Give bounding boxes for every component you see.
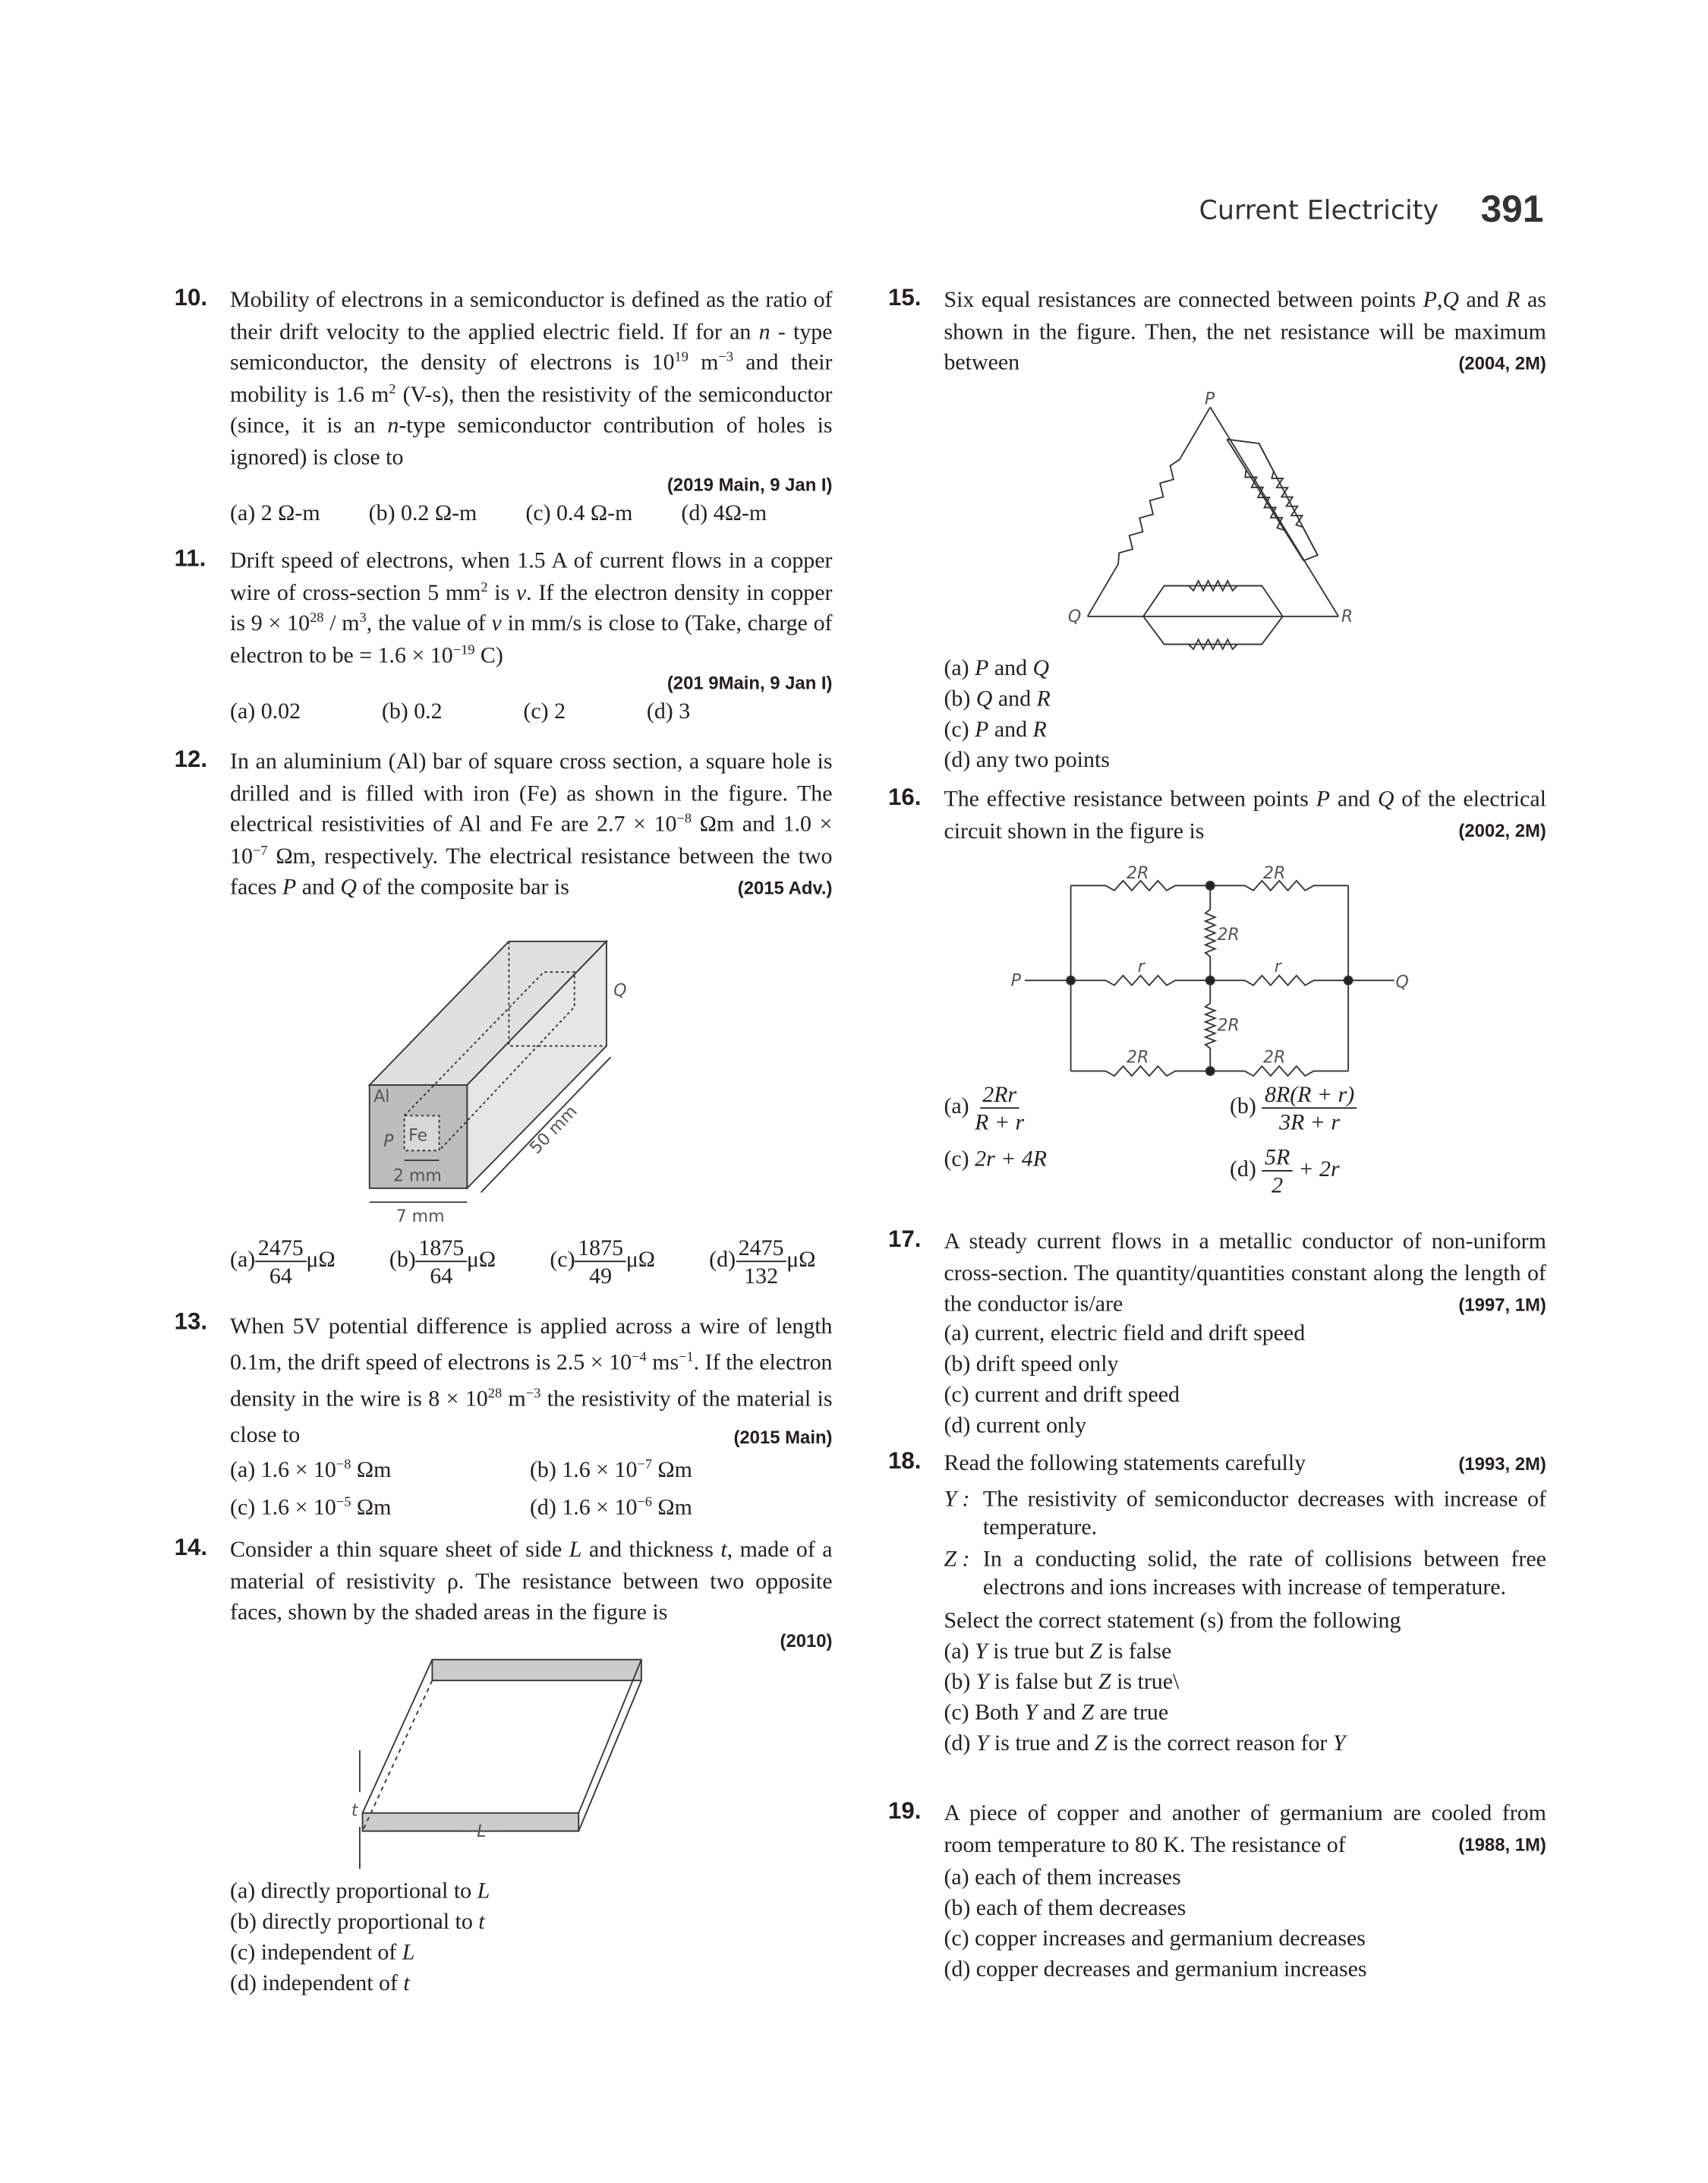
junction bbox=[1206, 976, 1215, 985]
italic-symbol: Z bbox=[1094, 1729, 1108, 1756]
question-text bbox=[230, 285, 832, 473]
point-Q: Q bbox=[1395, 973, 1409, 992]
question-16 bbox=[888, 784, 1546, 844]
options bbox=[230, 1450, 832, 1525]
option-a[interactable]: (a) $\frac{2475}{64}$ μΩ bbox=[230, 1234, 336, 1289]
superscript: −1 bbox=[679, 1349, 694, 1366]
text: as shown in the figure. Then, the net resistance will be maximum between bbox=[944, 285, 1546, 376]
option-d[interactable]: (d) $\frac{2475}{132}$ μΩ bbox=[709, 1234, 816, 1289]
italic-symbol: Z bbox=[1098, 1667, 1111, 1695]
question-18 bbox=[888, 1447, 1546, 1759]
italic-symbol: Y bbox=[1332, 1729, 1346, 1756]
resistor-label: 2R bbox=[1217, 1016, 1240, 1036]
question-19 bbox=[888, 1798, 1546, 1985]
text: (a) 1.6 × 10 bbox=[230, 1456, 336, 1483]
wire bbox=[1088, 585, 1339, 644]
superscript: 3 bbox=[359, 610, 367, 626]
chapter-title: Current Electricity bbox=[1199, 195, 1439, 226]
superscript: −8 bbox=[676, 811, 692, 828]
text: (V-s), then the resistivity of the semiconductor (since, it is an bbox=[230, 380, 833, 438]
text: Ωm bbox=[351, 1494, 392, 1521]
exam-source: (1988, 1M) bbox=[1458, 1834, 1546, 1855]
text: (d) 1.6 × 10 bbox=[529, 1494, 638, 1521]
shaded-face-bottom bbox=[363, 1813, 579, 1831]
junction bbox=[1206, 1067, 1215, 1075]
option-c[interactable] bbox=[944, 1923, 1546, 1954]
text: is the correct reason for bbox=[1107, 1729, 1333, 1756]
option-d[interactable] bbox=[944, 745, 1546, 775]
superscript: −3 bbox=[718, 350, 734, 366]
exam-source: (2004, 2M) bbox=[1458, 352, 1546, 374]
point-Q: Q bbox=[1067, 607, 1082, 627]
text: is true\ bbox=[1111, 1667, 1180, 1695]
option-a[interactable]: (a) 0.02 bbox=[230, 697, 301, 724]
italic-symbol: Q bbox=[1442, 285, 1459, 313]
option-a[interactable] bbox=[944, 1862, 1546, 1892]
text: and thickness bbox=[581, 1535, 721, 1563]
option-b[interactable] bbox=[944, 683, 1546, 714]
exam-source: (2015 Adv.) bbox=[737, 876, 833, 897]
option-d[interactable] bbox=[944, 1409, 1546, 1440]
resistor-label: r bbox=[1274, 957, 1281, 977]
italic-symbol: Y bbox=[1024, 1699, 1038, 1725]
superscript: −7 bbox=[637, 1457, 652, 1473]
t-label: t bbox=[351, 1801, 358, 1821]
italic-symbol: Q bbox=[340, 872, 357, 900]
junction bbox=[1206, 882, 1215, 890]
text: and their mobility is 1.6 m bbox=[230, 349, 833, 407]
exam-source: (1993, 2M) bbox=[1458, 1452, 1546, 1474]
text: , the value of bbox=[366, 609, 492, 636]
text: (b) bbox=[944, 684, 976, 711]
exam-source: (1997, 1M) bbox=[1458, 1293, 1546, 1315]
question-text bbox=[230, 1534, 832, 1628]
al-label: Al bbox=[373, 1087, 390, 1106]
option-c[interactable]: (c) 2 bbox=[523, 697, 566, 724]
text: (d) copper decreases and germanium increases bbox=[944, 1955, 1367, 1982]
option-d[interactable] bbox=[944, 1728, 1546, 1759]
text: . If the electron density in copper is 9 × 10 bbox=[230, 578, 833, 636]
text: (d) independent of bbox=[230, 1969, 404, 1996]
question-14 bbox=[175, 1534, 833, 1653]
italic-symbol: v bbox=[515, 578, 527, 605]
options bbox=[944, 1080, 1546, 1197]
text: Mobility of electrons in a semiconductor is defined as the ratio of their drift velocity to the applied electric field. If for an bbox=[230, 285, 833, 344]
text: (c) independent of bbox=[230, 1939, 402, 1965]
text: (b) each of them decreases bbox=[944, 1894, 1186, 1921]
text: and bbox=[1458, 285, 1507, 313]
question-13 bbox=[175, 1308, 833, 1526]
q14-sheet-figure bbox=[360, 1660, 641, 1869]
text: and bbox=[1037, 1699, 1082, 1725]
option-c[interactable] bbox=[944, 714, 1546, 744]
question-10 bbox=[175, 285, 833, 528]
option-b[interactable] bbox=[530, 1450, 830, 1488]
question-16-options bbox=[888, 1080, 1546, 1197]
text: Ωm and 1.0 × 10 bbox=[230, 810, 833, 869]
option-b[interactable]: (b) 0.2 bbox=[381, 697, 443, 724]
italic-symbol: R bbox=[1032, 715, 1047, 743]
superscript: 28 bbox=[310, 610, 324, 626]
question-15-options bbox=[888, 653, 1546, 776]
prompt: Select the correct statement (s) from the following bbox=[944, 1605, 1401, 1633]
superscript: −3 bbox=[525, 1386, 541, 1402]
superscript: −7 bbox=[252, 843, 268, 859]
option-b[interactable]: (b) $\frac{1875}{64}$ μΩ bbox=[389, 1234, 496, 1289]
italic-symbol: L bbox=[569, 1535, 582, 1563]
resistor-label: r bbox=[1137, 957, 1145, 977]
options bbox=[944, 1317, 1546, 1440]
text: , bbox=[1436, 285, 1443, 313]
text: m bbox=[688, 349, 719, 376]
option-a[interactable] bbox=[944, 1636, 1546, 1666]
junction bbox=[1344, 976, 1353, 985]
statement-Y: Y : The resistivity of semiconductor decreases with increase of temperature. bbox=[944, 1484, 1546, 1539]
text: , made of a material of resistivity ρ. The resistance between two opposite faces, shown by the shaded areas in the figure is bbox=[230, 1535, 833, 1625]
text: and bbox=[988, 715, 1033, 743]
option-b[interactable] bbox=[944, 1892, 1546, 1923]
point-R: R bbox=[1341, 607, 1353, 627]
text: (a) directly proportional to bbox=[230, 1877, 477, 1904]
option-a[interactable] bbox=[230, 1875, 832, 1906]
options bbox=[944, 1636, 1546, 1759]
question-14-options bbox=[175, 1875, 833, 1998]
option-d[interactable] bbox=[230, 1968, 832, 1998]
superscript: −6 bbox=[637, 1494, 652, 1511]
superscript: −19 bbox=[452, 642, 475, 658]
text: (d) bbox=[944, 1729, 976, 1756]
statement-Z: Z : In a conducting solid, the rate of collisions between free electrons and ions increases with increase of temperature. bbox=[944, 1544, 1546, 1599]
options bbox=[230, 1875, 832, 1998]
options bbox=[230, 1234, 815, 1289]
question-number: 16. bbox=[887, 784, 922, 811]
question-number: 15. bbox=[887, 284, 922, 311]
q12-bar-figure bbox=[370, 942, 611, 1202]
exam-source: (2010) bbox=[780, 1629, 833, 1651]
question-12 bbox=[175, 746, 833, 901]
option-c[interactable]: (c) 2r + 4R bbox=[944, 1144, 1048, 1172]
text: (d) current only bbox=[944, 1410, 1087, 1437]
question-number: 19. bbox=[887, 1797, 922, 1825]
option-a[interactable] bbox=[944, 653, 1546, 683]
resistor bbox=[1071, 1066, 1211, 1076]
text: of the composite bar is bbox=[356, 872, 569, 900]
italic-symbol: n bbox=[387, 411, 399, 438]
option-b[interactable]: (b) 0.2 Ω-m bbox=[368, 499, 477, 526]
superscript: 2 bbox=[389, 381, 396, 397]
question-number: 12. bbox=[174, 746, 208, 773]
text: C) bbox=[474, 640, 503, 667]
text: is false but bbox=[988, 1667, 1098, 1695]
superscript: 2 bbox=[481, 579, 488, 595]
italic-symbol: L bbox=[402, 1939, 415, 1965]
text: - type semiconductor, the density of electrons is 10 bbox=[230, 317, 833, 376]
text: Consider a thin square sheet of side bbox=[230, 1535, 569, 1563]
q15-triangle-circuit bbox=[1088, 407, 1339, 649]
text: A piece of copper and another of germanium are cooled from room temperature to 80 K. The resistance of bbox=[944, 1799, 1546, 1857]
text: (b) drift speed only bbox=[944, 1349, 1119, 1376]
text: are true bbox=[1094, 1699, 1169, 1725]
text: (b) 1.6 × 10 bbox=[529, 1456, 638, 1483]
option-a[interactable] bbox=[230, 1450, 530, 1488]
text: and bbox=[1330, 785, 1378, 812]
italic-symbol: P bbox=[282, 872, 297, 900]
option-b[interactable] bbox=[944, 1667, 1546, 1697]
question-number: 17. bbox=[887, 1226, 922, 1253]
exam-source: (2002, 2M) bbox=[1458, 819, 1546, 841]
question-number: 18. bbox=[887, 1447, 922, 1475]
superscript: 28 bbox=[487, 1386, 503, 1402]
text: (a) bbox=[944, 654, 975, 681]
question-11 bbox=[175, 545, 833, 727]
option-d[interactable]: (d) 3 bbox=[646, 697, 691, 724]
point-P: P bbox=[1010, 971, 1021, 991]
width-label: 7 mm bbox=[395, 1207, 445, 1226]
italic-symbol: n bbox=[758, 317, 770, 344]
resistor bbox=[1205, 885, 1215, 980]
text: in mm/s is close to (Take, charge of electron to be = 1.6 × 10 bbox=[230, 609, 833, 667]
options bbox=[230, 696, 690, 727]
text: the resistivity of the material is close to bbox=[230, 1384, 833, 1448]
superscript: −8 bbox=[336, 1457, 351, 1473]
option-a[interactable]: (a) $\frac{2Rr}{R + r}$ bbox=[944, 1080, 1025, 1136]
italic-symbol: v bbox=[491, 609, 502, 636]
option-a[interactable]: (a) 2 Ω-m bbox=[230, 499, 320, 526]
options bbox=[944, 653, 1546, 776]
text: Drift speed of electrons, when 1.5 A of current flows in a copper wire of cross-section 5 mm bbox=[230, 546, 833, 605]
resistor-label: 2R bbox=[1263, 1048, 1286, 1068]
superscript: −5 bbox=[336, 1494, 351, 1511]
L-label: L bbox=[477, 1822, 487, 1841]
option-c[interactable] bbox=[944, 1379, 1546, 1409]
question-number: 14. bbox=[174, 1534, 208, 1561]
resistor bbox=[1071, 976, 1211, 986]
text: Ωm bbox=[651, 1456, 692, 1483]
option-d[interactable]: (d) 4Ω-m bbox=[681, 499, 767, 526]
junction bbox=[1067, 976, 1075, 985]
question-text bbox=[230, 545, 832, 670]
resistor bbox=[1205, 980, 1215, 1071]
text: Six equal resistances are connected between points bbox=[944, 285, 1423, 313]
italic-symbol: P bbox=[975, 715, 989, 743]
italic-symbol: L bbox=[477, 1877, 490, 1904]
resistor-label: 2R bbox=[1127, 864, 1149, 884]
hole-size-label: 2 mm bbox=[392, 1166, 442, 1186]
shaded-face-top bbox=[432, 1660, 641, 1681]
text: / m bbox=[323, 609, 360, 636]
text: -type semiconductor contribution of holes is ignored) is close to bbox=[230, 411, 833, 470]
exam-source: (201 9Main, 9 Jan I) bbox=[666, 672, 833, 693]
q-label: Q bbox=[613, 981, 627, 1001]
text: (b) bbox=[944, 1667, 976, 1695]
question-number: 10. bbox=[174, 284, 208, 311]
question-number: 13. bbox=[174, 1308, 208, 1335]
options bbox=[230, 498, 767, 528]
italic-symbol: R bbox=[1506, 285, 1520, 313]
option-d[interactable] bbox=[530, 1488, 830, 1526]
resistor-label: 2R bbox=[1217, 925, 1240, 945]
resistor bbox=[1210, 976, 1348, 986]
italic-symbol: Q bbox=[1032, 654, 1050, 681]
page-number: 391 bbox=[1480, 188, 1544, 231]
text: (b) directly proportional to bbox=[230, 1907, 479, 1935]
exam-source: (2015 Main) bbox=[733, 1426, 833, 1448]
text: Read the following statements carefully bbox=[944, 1449, 1306, 1476]
text: (a) bbox=[944, 1637, 975, 1664]
italic-symbol: R bbox=[1036, 684, 1051, 711]
text: . If the electron density in the wire is 8 × 10 bbox=[230, 1349, 833, 1412]
text: is bbox=[487, 578, 516, 605]
text: (c) current and drift speed bbox=[944, 1380, 1180, 1407]
question-12-options bbox=[175, 1234, 833, 1289]
option-d[interactable] bbox=[944, 1954, 1546, 1984]
text: In an aluminium (Al) bar of square cross section, a square hole is drilled and is filled with iron (Fe) as shown in the figure. The electrical resistivities of Al and Fe are 2.7 × 10 bbox=[230, 747, 833, 838]
option-c[interactable]: (c) 0.4 Ω-m bbox=[525, 499, 633, 526]
italic-symbol: t bbox=[403, 1969, 410, 1996]
q16-circuit bbox=[1025, 881, 1394, 1076]
text: A steady current flows in a metallic conductor of non-uniform cross-section. The quantity/quantities constant along the length of the conductor is/are bbox=[944, 1227, 1546, 1317]
text: and bbox=[988, 654, 1033, 681]
resistor-label: 2R bbox=[1127, 1048, 1149, 1068]
text: (c) 1.6 × 10 bbox=[230, 1494, 336, 1521]
question-15 bbox=[888, 285, 1546, 376]
italic-symbol: Z bbox=[1089, 1637, 1102, 1664]
text: is true but bbox=[987, 1637, 1090, 1664]
text: of the electrical circuit shown in the figure is bbox=[944, 785, 1546, 844]
point-P: P bbox=[1204, 390, 1215, 409]
text: Ωm bbox=[651, 1494, 692, 1521]
text: (c) Both bbox=[944, 1699, 1025, 1725]
options bbox=[944, 1862, 1546, 1985]
text: (c) bbox=[944, 715, 975, 743]
option-b[interactable] bbox=[944, 1348, 1546, 1378]
option-c[interactable]: (c) $\frac{1875}{49}$ μΩ bbox=[550, 1234, 655, 1289]
text: is false bbox=[1101, 1637, 1172, 1664]
superscript: 19 bbox=[674, 350, 689, 366]
superscript: −4 bbox=[632, 1349, 647, 1366]
italic-symbol: P bbox=[1423, 285, 1437, 313]
italic-symbol: Y bbox=[975, 1729, 989, 1756]
italic-symbol: t bbox=[478, 1907, 485, 1935]
italic-symbol: t bbox=[720, 1535, 727, 1563]
resistor bbox=[1210, 1066, 1348, 1076]
text: m bbox=[502, 1384, 526, 1412]
text: ms bbox=[646, 1349, 679, 1375]
resistor-label: 2R bbox=[1263, 864, 1286, 884]
italic-symbol: Q bbox=[975, 684, 993, 711]
option-c[interactable] bbox=[944, 1697, 1546, 1727]
italic-symbol: Z bbox=[1081, 1699, 1095, 1725]
italic-symbol: P bbox=[975, 654, 989, 681]
option-d[interactable]: (d) $\frac{5R}{2}$ + 2r bbox=[1229, 1144, 1340, 1198]
text: (a) each of them increases bbox=[944, 1863, 1181, 1890]
text: The effective resistance between points bbox=[944, 785, 1316, 812]
option-a[interactable] bbox=[944, 1317, 1546, 1348]
text: (a) current, electric field and drift speed bbox=[944, 1318, 1306, 1345]
italic-symbol: Y bbox=[975, 1637, 988, 1664]
text: is true and bbox=[988, 1729, 1095, 1756]
text: Ωm, respectively. The electrical resistance between the two faces bbox=[230, 841, 833, 900]
p-label: P bbox=[383, 1131, 394, 1151]
text: (c) copper increases and germanium decreases bbox=[944, 1924, 1366, 1951]
italic-symbol: Q bbox=[1377, 785, 1394, 812]
question-17 bbox=[888, 1226, 1546, 1440]
question-number: 11. bbox=[174, 545, 206, 573]
italic-symbol: P bbox=[1316, 785, 1331, 812]
italic-symbol: Y bbox=[975, 1667, 989, 1695]
option-c[interactable] bbox=[230, 1488, 530, 1526]
text: and bbox=[992, 684, 1037, 711]
text: Ωm bbox=[351, 1456, 392, 1483]
length-label: 50 mm bbox=[526, 1102, 581, 1158]
option-c[interactable] bbox=[230, 1937, 832, 1967]
statements bbox=[944, 1484, 1546, 1600]
text: When 5V potential difference is applied across a wire of length 0.1m, the drift speed of electrons is 2.5 × 10 bbox=[230, 1312, 833, 1375]
exam-source: (2019 Main, 9 Jan I) bbox=[666, 474, 833, 496]
text: and bbox=[296, 872, 341, 900]
text: (d) any two points bbox=[944, 746, 1110, 773]
option-b[interactable]: (b) $\frac{8R(R + r)}{3R + r}$ bbox=[1230, 1080, 1536, 1135]
fe-label: Fe bbox=[408, 1126, 428, 1146]
option-b[interactable] bbox=[230, 1907, 832, 1937]
